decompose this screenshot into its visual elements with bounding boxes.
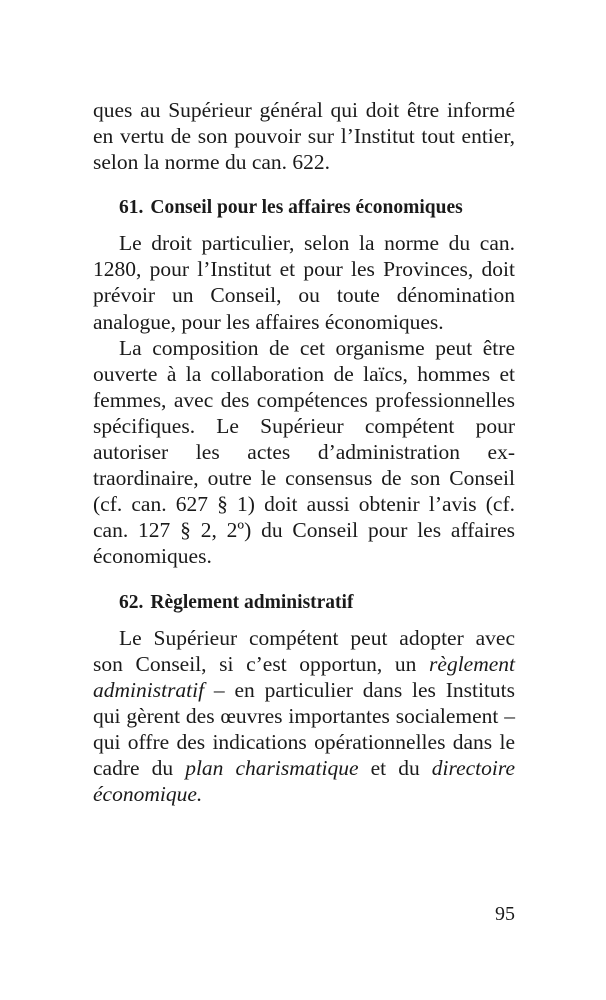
section-number: 61. [119,197,144,219]
paragraph [93,625,515,808]
italic-term: directoire économique. [93,755,515,807]
section-title: Conseil pour les affaires économiques [150,197,463,219]
text-run: et du [358,755,432,780]
section-title: Règlement administratif [150,591,354,613]
page-number: 95 [495,903,515,925]
paragraph-continued: ques au Supérieur général qui doit être informé en vertu de son pouvoir sur l’Institut tout entier, selon la norme du can. 622. [93,98,515,175]
text-column [93,97,515,807]
paragraph: La composition de cet organisme peut être ouverte à la collaboration de laïcs, hommes et femmes, avec des compétences professionnelles spécifiques. Le Supérieur compétent pour autoriser les actes d’administration extraordinaire, outre le consensus de son Conseil (cf. can. 627 § 1) doit aussi obtenir l’avis (cf. can. 127 § 2, 2º) du Conseil pour les affaires économiques. [93,335,515,569]
italic-term: plan charismatique [185,755,359,780]
section-heading-61 [93,195,515,221]
italic-term: règlement administratif [93,651,515,702]
section-heading-62 [93,590,515,616]
paragraph: Le droit particulier, selon la norme du can. 1280, pour l’Institut et pour les Provinces, doit prévoir un Conseil, ou toute dénomination analogue, pour les affaires économiques. [93,231,515,334]
text-run: – en particulier dans les Instituts qui gèrent des œuvres importantes socialement – qui offre des indications opérationnelles dans le cadre du [93,677,515,780]
section-number: 62. [119,591,144,613]
text-run: Le Supérieur compétent peut adopter avec son Conseil, si c’est opportun, un [93,625,515,676]
